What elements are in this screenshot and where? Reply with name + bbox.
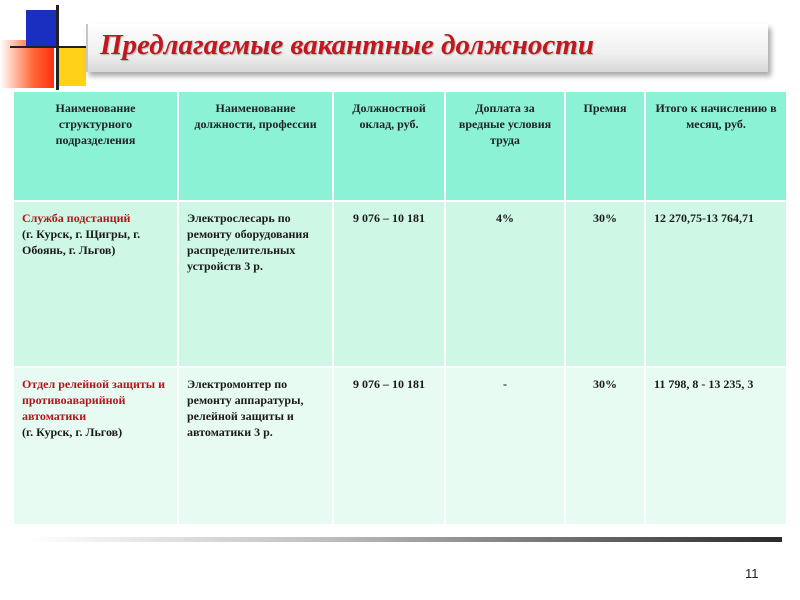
cell-total: 11 798, 8 - 13 235, 3 — [645, 367, 787, 525]
bottom-divider — [30, 537, 782, 542]
department-location: (г. Курск, г. Щигры, г. Обоянь, г. Льгов) — [22, 227, 141, 257]
cell-bonus: 30% — [565, 367, 645, 525]
cell-hazard-pay: - — [445, 367, 565, 525]
cell-bonus: 30% — [565, 201, 645, 367]
cell-salary: 9 076 – 10 181 — [333, 367, 445, 525]
header-department: Наименование структурного подразделения — [13, 91, 178, 201]
cell-position: Электрослесарь по ремонту оборудования распределительных устройств 3 р. — [178, 201, 333, 367]
department-location: (г. Курск, г. Льгов) — [22, 425, 123, 439]
header-bonus: Премия — [565, 91, 645, 201]
cell-total: 12 270,75-13 764,71 — [645, 201, 787, 367]
cell-hazard-pay: 4% — [445, 201, 565, 367]
decor-yellow-block — [56, 46, 86, 86]
decor-horizontal-line — [10, 46, 86, 48]
header-salary: Должностной оклад, руб. — [333, 91, 445, 201]
table-row — [13, 201, 787, 367]
department-name: Отдел релейной защиты и противоаварийной автоматики — [22, 377, 166, 423]
cell-position: Электромонтер по ремонту аппаратуры, релейной защиты и автоматики 3 р. — [178, 367, 333, 525]
header-position: Наименование должности, профессии — [178, 91, 333, 201]
slide-title: Предлагаемые вакантные должности — [100, 29, 594, 61]
cell-salary: 9 076 – 10 181 — [333, 201, 445, 367]
header-hazard-pay: Доплата за вредные условия труда — [445, 91, 565, 201]
decor-vertical-line — [56, 5, 59, 97]
cell-department — [13, 201, 178, 367]
page-number: 11 — [745, 566, 759, 581]
cell-department — [13, 367, 178, 525]
table-row — [13, 367, 787, 525]
decor-blue-block — [26, 10, 58, 46]
department-name: Служба подстанций — [22, 211, 131, 225]
title-bar — [86, 24, 768, 72]
header-total: Итого к начислению в месяц, руб. — [645, 91, 787, 201]
vacancies-table — [12, 90, 788, 526]
table-header-row — [13, 91, 787, 201]
